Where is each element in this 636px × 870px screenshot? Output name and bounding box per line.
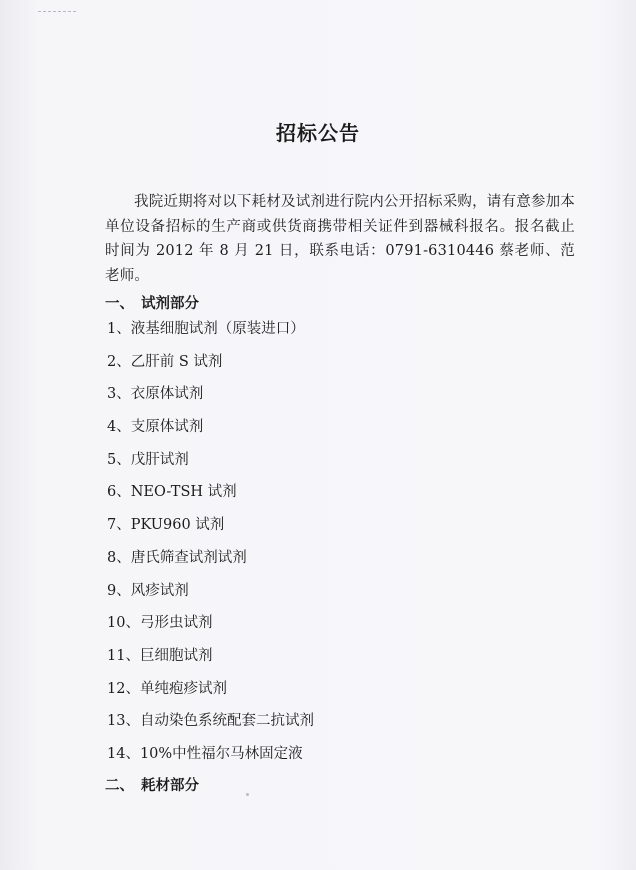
scan-smudge <box>246 793 249 796</box>
list-item: 6、NEO-TSH 试剂 <box>107 484 237 501</box>
list-item: 11、巨细胞试剂 <box>107 647 213 664</box>
section-number: 一、 <box>105 295 134 312</box>
list-item: 14、10%中性福尔马林固定液 <box>107 745 303 762</box>
list-item: 5、戊肝试剂 <box>107 451 189 468</box>
scan-mark <box>38 11 76 12</box>
document-title: 招标公告 <box>276 121 360 145</box>
list-item: 13、自动染色系统配套二抗试剂 <box>107 713 314 730</box>
list-item: 12、单纯疱疹试剂 <box>107 680 227 697</box>
reagent-list <box>107 320 314 778</box>
list-item: 8、唐氏筛查试剂试剂 <box>107 549 247 566</box>
intro-paragraph: 我院近期将对以下耗材及试剂进行院内公开招标采购，请有意参加本单位设备招标的生产商或供货商携带相关证件到器械科报名。报名截止时间为 2012 年 8 月 21 日，联系电话：0791-6310446 蔡老师、范老师。 <box>105 194 575 284</box>
list-item: 2、乙肝前 S 试剂 <box>107 353 223 370</box>
list-item: 1、液基细胞试剂（原装进口） <box>107 321 305 337</box>
list-item: 10、弓形虫试剂 <box>107 615 213 632</box>
section-title: 试剂部分 <box>141 295 199 312</box>
list-item: 4、支原体试剂 <box>107 419 204 436</box>
list-item: 9、风疹试剂 <box>107 582 189 599</box>
list-item: 3、衣原体试剂 <box>107 386 204 403</box>
section-title: 耗材部分 <box>141 777 199 794</box>
section-number: 二、 <box>105 777 134 794</box>
list-item: 7、PKU960 试剂 <box>107 517 225 534</box>
section-heading-reagents <box>105 292 199 313</box>
section-heading-consumables <box>105 774 199 795</box>
